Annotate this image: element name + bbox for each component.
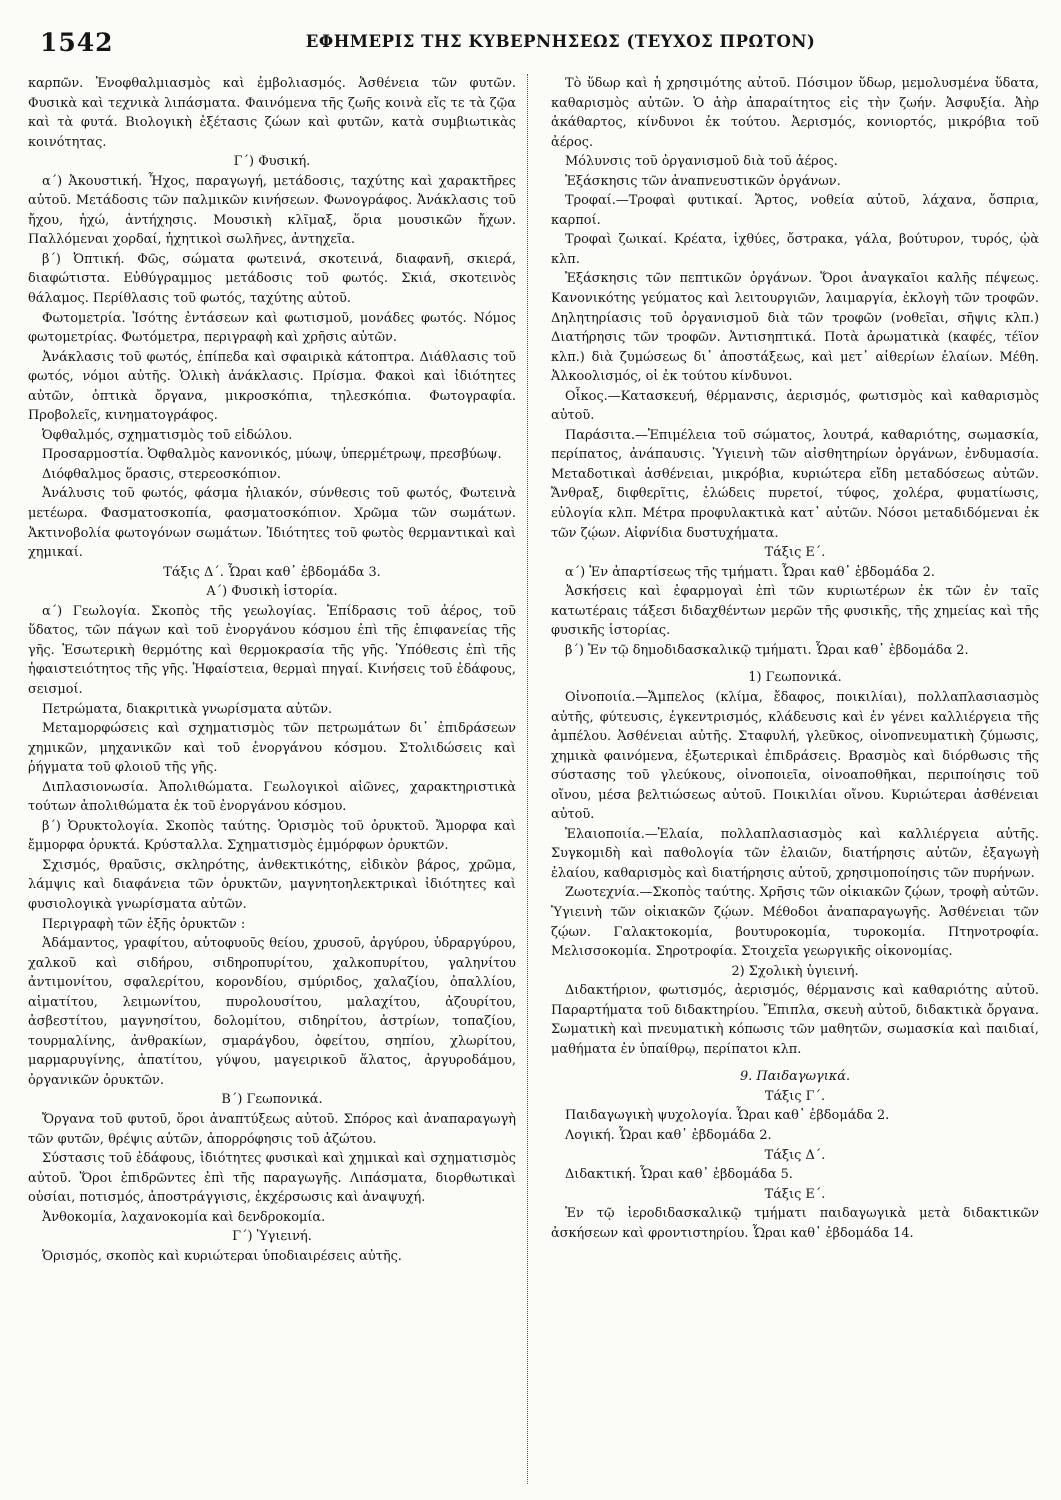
- section-heading: Γ΄) Φυσική.: [233, 154, 311, 170]
- right-column: [551, 74, 1039, 1488]
- paragraph: Ζωοτεχνία.—Σκοπὸς ταύτης. Χρῆσις τῶν οἰκιακῶν ζῴων, τροφὴ αὐτῶν. Ὑγιεινὴ τῶν οἰκιακῶν ζῴων. Μέθοδοι ἀναπαραγωγῆς. Ἀσθένειαι τῶν ζῴων. Γαλακτοκομία, βουτυροκομία, τυροκομία. Πτηνοτροφία. Μελισσοκομία. Σηροτροφία. Στοιχεῖα γεωργικῆς οἰκονομίας.: [551, 885, 1039, 960]
- paragraph: Προσαρμοστία. Ὀφθαλμὸς κανονικός, μύωψ, ὑπερμέτρωψ, πρεσβύωψ.: [42, 447, 502, 463]
- paragraph: Ἀνάκλασις τοῦ φωτός, ἐπίπεδα καὶ σφαιρικὰ κάτοπτρα. Διάθλασις τοῦ φωτός, νόμοι αὐτῆς. Ὁλικὴ ἀνάκλασις. Πρίσμα. Φακοὶ καὶ ἰδιότητες αὐτῶν, ὀπτικὰ ὄργανα, μικροσκόπια, τηλεσκόπια. Φωτογραφία. Προβολεῖς, κινηματογράφος.: [28, 349, 516, 424]
- paragraph: α΄) Ἀκουστική. Ἦχος, παραγωγή, μετάδοσις, ταχύτης καὶ χαρακτῆρες αὐτοῦ. Μετάδοσις τῶν παλμικῶν κινήσεων. Φωνογράφος. Ἀνάκλασις τοῦ ἤχου, ἠχώ, ἀντήχησις. Μουσικὴ κλῖμαξ, ὅρια μουσικῶν ἤχων. Παλλόμεναι χορδαί, ἠχητικοὶ σωλῆνες, ἀντηχεῖα.: [28, 173, 516, 248]
- paragraph: α΄) Ἐν ἀπαρτίσεως τῆς τμήματι. Ὧραι καθ᾽ ἑβδομάδα 2.: [565, 564, 935, 580]
- paragraph: Ἐξάσκησις τῶν πεπτικῶν ὀργάνων. Ὅροι ἀναγκαῖοι καλῆς πέψεως. Κανονικότης γεύματος καὶ λειτουργιῶν, λαιμαργία, ἐκλογὴ τῶν τροφῶν. Δηλητηρίασις τοῦ ὀργανισμοῦ διὰ τῶν τροφῶν (νοθεῖαι, σῆψις κλπ.) Διατήρησις τῶν τροφῶν. Ἀντισηπτικά. Ποτὰ ἀρωματικὰ (καφές, τέϊον κλπ.) διὰ ζυμώσεως δι᾽ ἀποστάξεως, καὶ μετ᾽ αἰθερίων ἐλαίων. Μέθη. Ἀλκοολισμός, οἱ ἐκ τούτου κίνδυνοι.: [551, 271, 1039, 385]
- paragraph: Ὁρισμός, σκοπὸς καὶ κυριώτεραι ὑποδιαιρέσεις αὐτῆς.: [42, 1248, 402, 1264]
- paragraph: Ὄργανα τοῦ φυτοῦ, ὅροι ἀναπτύξεως αὐτοῦ. Σπόρος καὶ ἀναπαραγωγὴ τῶν φυτῶν, θρέψις αὐτῶν, ἀπορρόφησις τοῦ ἀζώτου.: [28, 1111, 516, 1147]
- paragraph: Ἐλαιοποιία.—Ἐλαία, πολλαπλασιασμὸς καὶ καλλιέργεια αὐτῆς. Συγκομιδὴ καὶ παθολογία τῶν ἐλαιῶν, διατήρησις αὐτῶν, ἐξαγωγὴ ἐλαίου, καθαρισμὸς καὶ διατήρησις αὐτοῦ, χρησιμοποίησις τῶν πυρήνων.: [551, 826, 1039, 881]
- paragraph: Οἶκος.—Κατασκευή, θέρμανσις, ἀερισμός, φωτισμὸς καὶ καθαρισμὸς αὐτοῦ.: [551, 388, 1039, 424]
- paragraph: Διδακτήριον, φωτισμός, ἀερισμός, θέρμανσις καὶ καθαριότης αὐτοῦ. Παραρτήματα τοῦ διδακτηρίου. Ἔπιπλα, σκευὴ αὐτοῦ, διδακτικὰ ὄργανα. Σωματικὴ καὶ πνευματικὴ κόπωσις τῶν μαθητῶν, σωμασκία καὶ παιδιαί, μαθήματα ἐν ὑπαίθρῳ, περίπατοι κλπ.: [551, 983, 1039, 1057]
- paragraph: Μόλυνσις τοῦ ὀργανισμοῦ διὰ τοῦ ἀέρος.: [565, 154, 838, 170]
- paragraph: Περιγραφὴ τῶν ἑξῆς ὀρυκτῶν :: [42, 916, 246, 932]
- text-columns: [28, 74, 1039, 1488]
- section-heading: Τάξις Ε΄.: [764, 545, 826, 561]
- spacer: [551, 1059, 1039, 1067]
- section-heading: Γ΄) Ὑγιεινή.: [232, 1229, 312, 1245]
- section-heading: 2) Σχολικὴ ὑγιεινή.: [731, 963, 859, 979]
- left-column: [28, 74, 516, 1488]
- paragraph: Ἀσκήσεις καὶ ἐφαρμογαὶ ἐπὶ τῶν κυριωτέρων ἐκ τῶν ἐν ταῖς κατωτέραις τάξεσι διδαχθέντων μερῶν τῆς φυσικῆς, τῆς χημείας καὶ τῆς φυσικῆς ἱστορίας.: [551, 584, 1039, 639]
- section-heading: Τάξις Ε΄.: [764, 1186, 826, 1202]
- paragraph: β΄) Ὀρυκτολογία. Σκοπὸς ταύτης. Ὁρισμὸς τοῦ ὀρυκτοῦ. Ἄμορφα καὶ ἔμμορφα ὀρυκτά. Κρύσταλλα. Σχηματισμὸς ἐμμόρφων ὀρυκτῶν.: [28, 818, 516, 854]
- paragraph: Οἰνοποιία.—Ἄμπελος (κλίμα, ἔδαφος, ποικιλίαι), πολλαπλασιασμὸς αὐτῆς, φύτευσις, ἐγκεντρισμός, κλάδευσις καὶ ἐν γένει καλλιέργεια τῆς ἀμπέλου. Ἀσθένειαι αὐτῆς. Σταφυλή, γλεῦκος, οἰνοπνευματικὴ ζύμωσις, χημικὰ φαινόμενα, ἐξωτερικαὶ ἐπιδράσεις. Βρασμὸς καὶ διόρθωσις τῆς σύστασης τοῦ γλεύκους, οἰνοποιεῖα, οἰνοαποθῆκαι, περιποίησις τοῦ οἴνου, μέσα βελτιώσεως αὐτοῦ. Ποικιλίαι οἴνου. Κυριώτεραι ἀσθένειαι αὐτοῦ.: [551, 689, 1039, 823]
- paragraph: Φωτομετρία. Ἰσότης ἐντάσεων καὶ φωτισμοῦ, μονάδες φωτός. Νόμος φωτομετρίας. Φωτόμετρα, περιγραφὴ καὶ χρῆσις αὐτῶν.: [28, 310, 516, 346]
- paragraph: Ὀφθαλμός, σχηματισμὸς τοῦ εἰδώλου.: [42, 427, 293, 443]
- paragraph: Τὸ ὕδωρ καὶ ἡ χρησιμότης αὐτοῦ. Πόσιμον ὕδωρ, μεμολυσμένα ὕδατα, καθαρισμὸς αὐτῶν. Ὁ ἀὴρ ἀπαραίτητος εἰς τὴν ζωήν. Ἀσφυξία. Ἀὴρ ἀκάθαρτος, κίνδυνοι ἐκ τούτου. Ἀερισμός, κονιορτός, μικρόβια τοῦ ἀέρος.: [551, 76, 1039, 150]
- paragraph: Τροφαὶ ζωικαί. Κρέατα, ἰχθύες, ὄστρακα, γάλα, βούτυρον, τυρός, ᾠὰ κλπ.: [551, 232, 1039, 267]
- section-heading: Τάξις Γ΄.: [764, 1088, 826, 1104]
- paragraph: Λογική. Ὧραι καθ᾽ ἑβδομάδα 2.: [565, 1127, 772, 1143]
- paragraph: Μεταμορφώσεις καὶ σχηματισμὸς τῶν πετρωμάτων δι᾽ ἐπιδράσεων χημικῶν, μηχανικῶν καὶ τοῦ ἐνοργάνου κόσμου. Στολιδώσεις καὶ ῥήγματα τοῦ φλοιοῦ τῆς γῆς.: [28, 721, 516, 776]
- paragraph: Σχισμός, θραῦσις, σκληρότης, ἀνθεκτικότης, εἰδικὸν βάρος, χρῶμα, λάμψις καὶ διαφάνεια τῶν ὀρυκτῶν, μαγνητοηλεκτρικαὶ ἰδιότητες καὶ φυσιολογικὰ γνωρίσματα αὐτῶν.: [28, 857, 516, 912]
- paragraph: Παιδαγωγικὴ ψυχολογία. Ὧραι καθ᾽ ἑβδομάδα 2.: [565, 1108, 890, 1124]
- running-title: ΕΦΗΜΕΡΙΣ ΤΗΣ ΚΥΒΕΡΝΗΣΕΩΣ (ΤΕΥΧΟΣ ΠΡΩΤΟΝ): [305, 32, 816, 51]
- paragraph: Διδακτική. Ὧραι καθ᾽ ἑβδομάδα 5.: [565, 1167, 793, 1183]
- paragraph: β΄) Ὀπτική. Φῶς, σώματα φωτεινά, σκοτεινά, διαφανῆ, σκιερά, διαφώτιστα. Εὐθύγραμμος μετάδοσις τοῦ φωτός. Σκιά, σκοτεινὸς θάλαμος. Περίθλασις τοῦ φωτός, ταχύτης αὐτοῦ.: [28, 251, 516, 307]
- section-heading: Α΄) Φυσικὴ ἱστορία.: [206, 584, 338, 600]
- paragraph: Ἀνθοκομία, λαχανοκομία καὶ δενδροκομία.: [42, 1209, 326, 1225]
- paragraph: Ἐν τῷ ἱεροδιδασκαλικῷ τμήματι παιδαγωγικὰ μετὰ διδακτικῶν ἀσκήσεων καὶ φροντιστηρίου. Ὧραι καθ᾽ ἑβδομάδα 14.: [551, 1206, 1039, 1241]
- section-heading: Τάξις Δ΄.: [764, 1147, 826, 1163]
- page-header: [30, 28, 1031, 60]
- paragraph: β΄) Ἐν τῷ δημοδιδασκαλικῷ τμήματι. Ὧραι καθ᾽ ἑβδομάδα 2.: [565, 642, 969, 658]
- paragraph: Ἀνάλυσις τοῦ φωτός, φάσμα ἡλιακόν, σύνθεσις τοῦ φωτός, Φωτεινὰ μετέωρα. Φασματοσκοπία, φασματοσκόπιον. Χρῶμα τῶν σωμάτων. Ἀκτινοβολία φωτογόνων σωμάτων. Ἰδιότητες τοῦ φωτὸς θερμαντικαὶ καὶ χημικαί.: [28, 486, 516, 561]
- paragraph: Ἀδάμαντος, γραφίτου, αὐτοφυοῦς θείου, χρυσοῦ, ἀργύρου, ὑδραργύρου, χαλκοῦ καὶ σιδήρου, σιδηροπυρίτου, χαλκοπυρίτου, γαληνίτου ἀντιμονίτου, σφαλερίτου, κορονδίου, σμύριδος, χαλαζίου, ὀπαλλίου, αἱματίτου, λειμωνίτου, πυρολουσίτου, μαλαχίτου, ἀζουρίτου, ἀσβεστίτου, μαγνησίτου, δολομίτου, σιδηρίτου, ἀστρίων, τοπαζίου, τουρμαλίνης, ἀνθρακίων, σμαράγδου, ὀφείτου, σηπίου, χλωρίτου, μαρμαρυγίνης, ἀπατίτου, γύψου, μαγειρικοῦ ἅλατος, ἀργυροδάμου, ὀργανικῶν ὀρυκτῶν.: [28, 936, 516, 1088]
- page-number: 1542: [40, 28, 114, 57]
- section-heading: 1) Γεωπονικά.: [748, 670, 842, 686]
- section-heading: Τάξις Δ΄. Ὧραι καθ᾽ ἑβδομάδα 3.: [163, 564, 381, 580]
- paragraph: Διπλασιονωσία. Ἀπολιθώματα. Γεωλογικοὶ αἰῶνες, χαρακτηριστικὰ τούτων ἀπολιθώματα ἐκ τοῦ ἐνοργάνου κόσμου.: [28, 779, 516, 815]
- paragraph: Τροφαί.—Τροφαὶ φυτικαί. Ἄρτος, νοθεία αὐτοῦ, λάχανα, ὄσπρια, καρποί.: [551, 193, 1039, 228]
- paragraph: Διόφθαλμος ὅρασις, στερεοσκόπιον.: [42, 466, 282, 482]
- spacer: [551, 660, 1039, 668]
- paragraph: Πετρώματα, διακριτικὰ γνωρίσματα αὐτῶν.: [42, 701, 333, 717]
- paragraph: Παράσιτα.—Ἐπιμέλεια τοῦ σώματος, λουτρά, καθαριότης, σωμασκία, περίπατος, ἀνάπαυσις. Ὑγιεινὴ τῶν αἰσθητηρίων ὀργάνων, ἐνδυμασία. Μεταδοτικαὶ ἀσθένειαι, μικρόβια, κυριώτερα εἴδη μεταδόσεως αὐτῶν. Ἄνθραξ, διφθερῖτις, ἑλώδεις πυρετοί, τύφος, χολέρα, φυματίωσις, εὐλογία κλπ. Μέτρα προφυλακτικὰ κατ᾽ αὐτῶν. Νόσοι μεταδιδόμεναι ἐκ τῶν ζῴων. Αἰφνίδια δυστυχήματα.: [551, 427, 1039, 541]
- paragraph: Ἐξάσκησις τῶν ἀναπνευστικῶν ὀργάνων.: [565, 173, 841, 189]
- paragraph: α΄) Γεωλογία. Σκοπὸς τῆς γεωλογίας. Ἐπίδρασις τοῦ ἀέρος, τοῦ ὕδατος, τῶν πάγων καὶ τοῦ ἐνοργάνου κόσμου ἐπὶ τῆς ἐπιφανείας τῆς γῆς. Ἐσωτερικὴ θερμότης καὶ θερμοκρασία τῆς γῆς. Ὑπόθεσις ἐπὶ τῆς ἡφαιστειότητος τῆς γῆς. Ἡφαίστεια, θερμαὶ πηγαί. Κινήσεις τοῦ ἐδάφους, σεισμοί.: [28, 603, 516, 697]
- paragraph: Σύστασις τοῦ ἐδάφους, ἰδιότητες φυσικαὶ καὶ χημικαὶ καὶ σχηματισμὸς αὐτοῦ. Ὅροι ἐπιδρῶντες ἐπὶ τῆς παραγωγῆς. Λιπάσματα, διορθωτικαὶ οὐσίαι, ποτισμός, ἀποστράγγισις, ἐκχέρσωσις καὶ ἀναψυχή.: [28, 1151, 516, 1206]
- section-heading: 9. Παιδαγωγικά.: [739, 1069, 851, 1085]
- section-heading: Β΄) Γεωπονικά.: [221, 1092, 323, 1108]
- paragraph: καρπῶν. Ἐνοφθαλμιασμὸς καὶ ἐμβολιασμός. Ἀσθένεια τῶν φυτῶν. Φυσικὰ καὶ τεχνικὰ λιπάσματα. Φαινόμενα τῆς ζωῆς κοινὰ εἴς τε τὰ ζῷα καὶ τὰ φυτά. Βιολογικὴ ἐξέτασις ζώων καὶ φυτῶν, κατὰ συμβιωτικὰς κοινότητας.: [28, 76, 516, 150]
